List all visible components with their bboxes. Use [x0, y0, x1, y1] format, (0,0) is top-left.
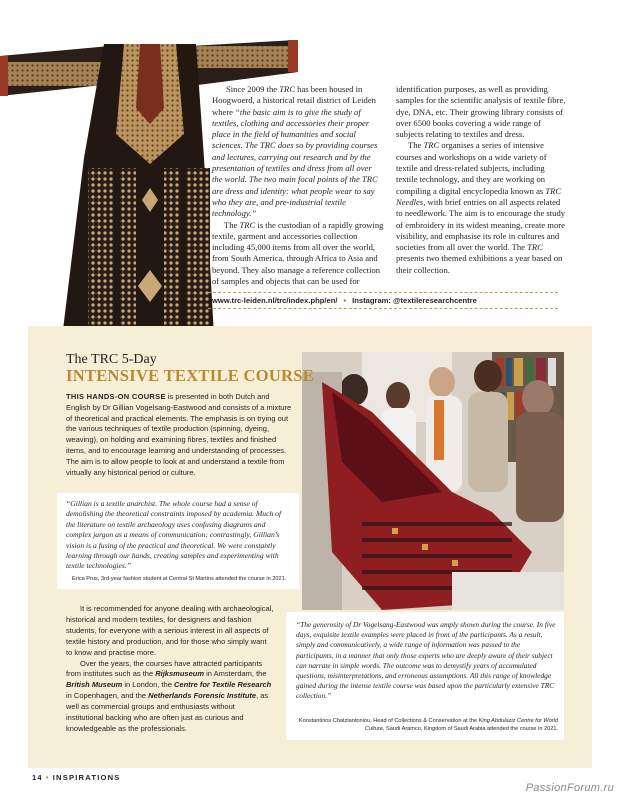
course-body-paragraph: Over the years, the courses have attracted participants from institutes such as the Rijksmuseum in Amsterdam, the British Museum in London, the Centre for Textile Research in Copenhagen, and the Netherlands Forensic Institute, as well as commercial groups and enthusiasts without institutional backing who are often just as curious and knowledgeable as the professionals.: [66, 658, 272, 733]
course-heading-main: INTENSIVE TEXTILE COURSE: [66, 366, 315, 385]
article-paragraph: identification purposes, as well as providing samples for the scientific analysis of textile fibre, dye, DNA, etc. Their growing library consists of over 6500 books covering a wide range of subjects relating to textiles and dress.: [396, 84, 566, 140]
article-links: [212, 296, 477, 305]
website-link[interactable]: www.trc-leiden.nl/trc/index.php/en/: [212, 296, 338, 305]
section-name: INSPIRATIONS: [52, 773, 121, 782]
quote-1-attribution: Erica Prus, 3rd-year fashion student at Central St Martins attended the course in 2021.: [72, 576, 287, 582]
quote-1-text: “Gillian is a textile anarchist. The whole course had a sense of demolishing the theoretical constraints imposed by academia. Much of the literature on textile archaeology uses confusing diagrams and complex jargon as a means of communication; contrastingly, Gillian’s vision is a fusing of the practical and theoretical. We were constantly learning through our hands, creating samples and experimenting with textile technologies.”: [66, 499, 282, 571]
quote-2-text: “The generosity of Dr Vogelsang-Eastwood was amply shown during the course. In five days, exquisite textile examples were placed in front of the participants. As a result, simply and communicatively, a wide range of information was passed to the participants, in a manner that only those experts who are deeply aware of their subject can narrate in simple words. The outcome was to demystify years of accumulated questions, misinterpretations, and erroneous assumptions. All this range of knowledge gained during the intense textile course was based upon the particularly extensive TRC collection.”: [296, 620, 556, 701]
workshop-photo-image: [302, 352, 564, 610]
workshop-photo: [302, 352, 564, 610]
course-heading-pre: The TRC 5-Day: [66, 352, 157, 367]
article-paragraph: The TRC organises a series of intensive courses and workshops on a wide variety of textile and dress-related subjects, including textile technology, and they are working on compiling a digital encyclopedia known as TRC Needles, with brief entries on all aspects related to needlework. The aim is to encourage the study of embroidery in its widest meaning, create more visibility, and emphasise its role in cultures and societies from all over the world. The TRC presents two themed exhibitions a year based on their collection.: [396, 140, 566, 275]
article-paragraph: The TRC is the custodian of a rapidly growing textile, garment and accessories collection including 45,000 items from all over the world, from South America, through Africa to Asia and beyond. They also manage a reference collection of samples and objects that can be used for: [212, 219, 384, 287]
page-number: 14: [32, 773, 43, 782]
instagram-link[interactable]: Instagram: @textileresearchcentre: [352, 296, 477, 305]
quote-2-attribution: Konstantinos Chatziantoniou, Head of Collections & Conservation at the King Abdulaziz Centre for World Culture, Saudi Aramco, Kingdom of Saudi Arabia attended the course in 2021.: [298, 718, 558, 733]
course-body-paragraph: It is recommended for anyone dealing with archaeological, historical and modern textiles, for designers and fashion students, for everyone with a serious interest in all aspects of textile history and production, and for those who simply want to know and practise more.: [66, 604, 274, 657]
divider-dashed-top: [208, 292, 558, 293]
divider-dashed-bottom: [208, 308, 558, 309]
article-column-1: [212, 84, 384, 287]
article-paragraph: Since 2009 the TRC has been housed in Hoogwoerd, a historical retail district of Leiden where “the basic aim is to give the study of textiles, clothing and accessories their proper place in the field of humanities and social sciences. The TRC does so by providing courses and lectures, carrying out research and by the presentation of textiles and dress from all over the world. The two main focal points of the TRC are dress and identity: what people wear to say who they are, and pre-industrial textile technology.”: [212, 84, 378, 219]
article-column-2: [396, 84, 566, 276]
footer-separator: •: [45, 773, 50, 782]
course-intro: THIS HANDS-ON COURSE is presented in both Dutch and English by Dr Gillian Vogelsang-Eastwood and consists of a mixture of theoretical and practical elements. The emphasis is on trying out the various techniques of textile production (spinning, dyeing, weaving), on holding and examining fibres, textiles and finished items, and to encourage learning and understanding of processes. The aim is to allow people to look at and understand a textile from virtually any historical period or culture.: [66, 392, 292, 477]
page-footer: [32, 773, 121, 782]
link-separator: •: [343, 296, 347, 305]
watermark: PassionForum.ru: [525, 782, 614, 794]
course-body: [66, 604, 274, 735]
